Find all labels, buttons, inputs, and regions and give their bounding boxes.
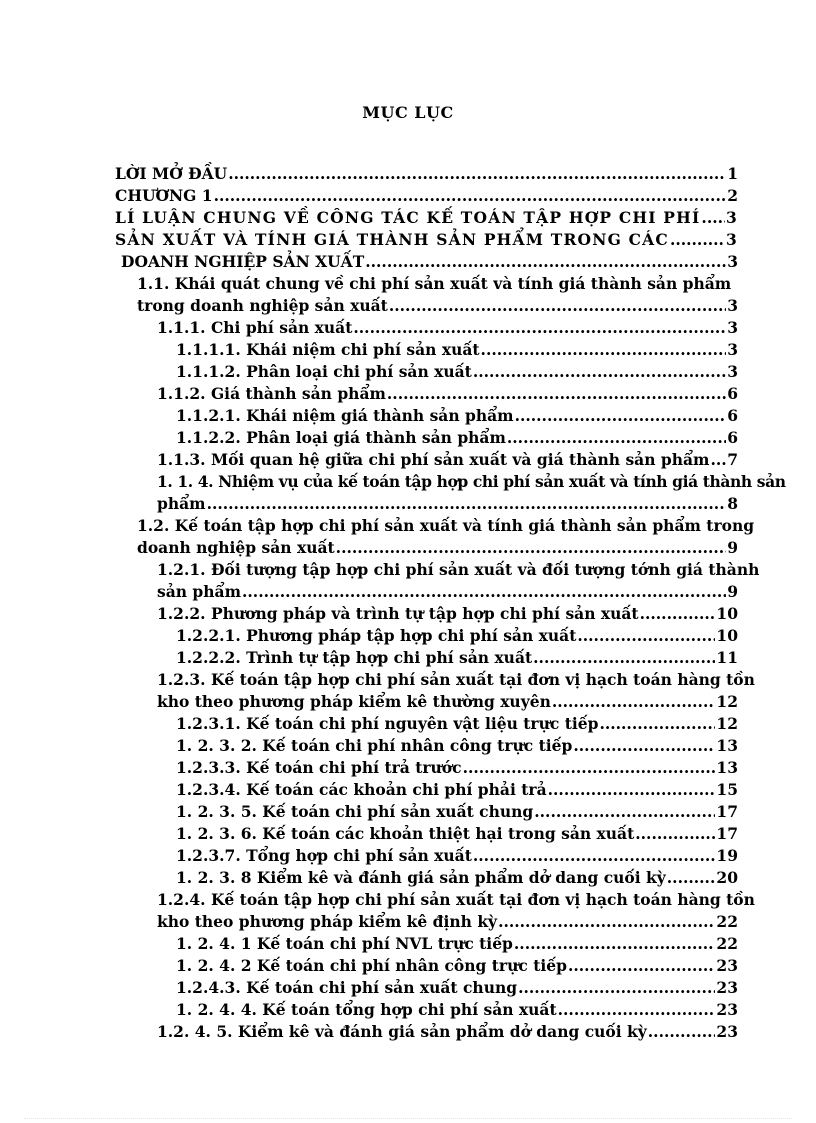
toc-entry[interactable] <box>176 427 738 449</box>
toc-entry-page: 3 <box>727 318 738 337</box>
toc-entry-page: 9 <box>727 538 738 557</box>
toc-entry-text: 1.2.2. Phương pháp và trình tự tập hợp chi phí sản xuất <box>157 604 639 623</box>
toc-entry-page: 23 <box>716 956 738 975</box>
toc-entry[interactable] <box>115 163 738 185</box>
toc-entry[interactable] <box>176 757 738 779</box>
toc-entry-page: 3 <box>727 296 738 315</box>
toc-entry-text: 1. 2. 3. 6. Kế toán các khoản thiệt hại trong sản xuất <box>176 824 635 843</box>
toc-entry-text: 1. 2. 4. 4. Kế toán tổng hợp chi phí sản xuất <box>176 1000 557 1019</box>
toc-entry-text: 1.1.3. Mối quan hệ giữa chi phí sản xuất và giá thành sản phẩm <box>157 450 710 469</box>
toc-entry[interactable] <box>176 933 738 955</box>
toc-entry[interactable] <box>176 361 738 383</box>
toc-entry-page: 3 <box>726 208 738 227</box>
toc-entry-text: 1.1.2.2. Phân loại giá thành sản phẩm <box>176 428 506 447</box>
toc-entry-page: 23 <box>716 1000 738 1019</box>
toc-entry-text: LÍ LUẬN CHUNG VỀ CÔNG TÁC KẾ TOÁN TẬP HỢP CHI PHÍ <box>115 208 701 227</box>
toc-entry-first-line: 1.2.1. Đối tượng tập hợp chi phí sản xuất và đối tượng tớnh giá thành <box>157 560 760 579</box>
toc-entry-page: 2 <box>727 186 738 205</box>
toc-entry-page: 22 <box>716 912 738 931</box>
toc-entry-first-line: 1.2.3. Kế toán tập hợp chi phí sản xuất tại đơn vị hạch toán hàng tồn <box>157 670 755 689</box>
toc-entry-page: 23 <box>716 978 738 997</box>
toc-entry-page: 19 <box>716 846 738 865</box>
toc-entry[interactable] <box>157 449 738 471</box>
toc-entry[interactable] <box>176 779 738 801</box>
toc-entry-text: 1.2.3.1. Kế toán chi phí nguyên vật liệu trực tiếp <box>176 714 599 733</box>
toc-entry[interactable] <box>176 845 738 867</box>
toc-entry[interactable] <box>121 251 738 273</box>
toc-entry-text: 1.1.1. Chi phí sản xuất <box>157 318 353 337</box>
toc-entry[interactable] <box>176 977 738 999</box>
toc-entry[interactable] <box>157 1021 738 1043</box>
toc-entry[interactable] <box>115 207 738 229</box>
toc-entry[interactable] <box>176 647 738 669</box>
toc-entry-text: 1. 2. 3. 8 Kiểm kê và đánh giá sản phẩm dở dang cuối kỳ <box>176 868 666 887</box>
toc-entry-text: sản phẩm <box>157 582 241 601</box>
toc-entry-page: 22 <box>716 934 738 953</box>
toc-entry[interactable] <box>176 405 738 427</box>
toc-entry-page: 20 <box>716 868 738 887</box>
toc-entry-text: 1.2.3.3. Kế toán chi phí trả trước <box>176 758 462 777</box>
toc-entry-page: 17 <box>716 824 738 843</box>
toc-entry-page: 3 <box>727 362 738 381</box>
page-bottom-divider <box>24 1118 792 1119</box>
toc-entry-text: trong doanh nghiệp sản xuất <box>137 296 388 315</box>
toc-entry[interactable] <box>115 185 738 207</box>
toc-entry-text: kho theo phương pháp kiểm kê định kỳ <box>157 912 498 931</box>
toc-entry-text: 1.2. 4. 5. Kiểm kê và đánh giá sản phẩm dở dang cuối kỳ <box>157 1022 647 1041</box>
toc-entry-text: 1.1.1.2. Phân loại chi phí sản xuất <box>176 362 472 381</box>
toc-entry-page: 23 <box>716 1022 738 1041</box>
toc-entry[interactable] <box>176 801 738 823</box>
toc-entry-page: 3 <box>727 340 738 359</box>
toc-entry[interactable] <box>137 537 738 559</box>
toc-entry[interactable] <box>176 999 738 1021</box>
toc-entry-page: 6 <box>727 406 738 425</box>
toc-entry-page: 12 <box>716 714 738 733</box>
toc-entry-text: 1. 2. 3. 2. Kế toán chi phí nhân công trực tiếp <box>176 736 573 755</box>
toc-entry-first-line: 1. 1. 4. Nhiệm vụ của kế toán tập hợp chi phí sản xuất và tính giá thành sản <box>157 472 786 491</box>
toc-entry[interactable] <box>176 339 738 361</box>
page-title: MỤC LỤC <box>362 103 454 122</box>
toc-entry-first-line: 1.2.4. Kế toán tập hợp chi phí sản xuất tại đơn vị hạch toán hàng tồn <box>157 890 755 909</box>
toc-entry-page: 8 <box>727 494 738 513</box>
toc-entry-first-line: 1.1. Khái quát chung về chi phí sản xuất và tính giá thành sản phẩm <box>137 274 732 293</box>
toc-entry-first-line: 1.2. Kế toán tập hợp chi phí sản xuất và tính giá thành sản phẩm trong <box>137 516 755 535</box>
toc-entry[interactable] <box>176 823 738 845</box>
toc-entry-text: 1.2.2.1. Phương pháp tập hợp chi phí sản xuất <box>176 626 577 645</box>
toc-entry-page: 10 <box>716 604 738 623</box>
toc-entry-text: 1. 2. 3. 5. Kế toán chi phí sản xuất chung <box>176 802 534 821</box>
toc-entry[interactable] <box>176 625 738 647</box>
toc-entry-text: 1.2.3.7. Tổng hợp chi phí sản xuất <box>176 846 472 865</box>
toc-entry-text: CHƯƠNG 1 <box>115 186 213 205</box>
toc-entry-page: 17 <box>716 802 738 821</box>
toc-entry-text: doanh nghiệp sản xuất <box>137 538 335 557</box>
toc-entry-page: 9 <box>727 582 738 601</box>
toc-entry-page: 13 <box>716 736 738 755</box>
toc-entry[interactable] <box>176 713 738 735</box>
toc-entry[interactable] <box>176 867 738 889</box>
toc-entry-text: kho theo phương pháp kiểm kê thường xuyên <box>157 692 551 711</box>
toc-entry-text: SẢN XUẤT VÀ TÍNH GIÁ THÀNH SẢN PHẨM TRONG CÁC <box>115 230 669 249</box>
toc-entry[interactable] <box>115 229 738 251</box>
toc-entry[interactable] <box>157 691 738 713</box>
toc-entry-page: 3 <box>727 252 738 271</box>
toc-entry-page: 15 <box>716 780 738 799</box>
toc-entry-text: 1.2.3.4. Kế toán các khoản chi phí phải trả <box>176 780 547 799</box>
toc-entry-page: 6 <box>727 384 738 403</box>
toc-entry-text: 1. 2. 4. 1 Kế toán chi phí NVL trực tiếp <box>176 934 513 953</box>
toc-entry-page: 10 <box>716 626 738 645</box>
toc-entry-page: 13 <box>716 758 738 777</box>
toc-entry[interactable] <box>157 383 738 405</box>
toc-entry-page: 6 <box>727 428 738 447</box>
toc-entry[interactable] <box>137 295 738 317</box>
toc-entry-text: 1. 2. 4. 2 Kế toán chi phí nhân công trực tiếp <box>176 956 567 975</box>
toc-entry-text: 1.2.4.3. Kế toán chi phí sản xuất chung <box>176 978 518 997</box>
toc-entry-text: 1.2.2.2. Trình tự tập hợp chi phí sản xuất <box>176 648 533 667</box>
toc-entry[interactable] <box>157 317 738 339</box>
toc-entry-page: 7 <box>727 450 738 469</box>
toc-entry[interactable] <box>157 581 738 603</box>
toc-entry-text: 1.1.2. Giá thành sản phẩm <box>157 384 386 403</box>
toc-entry[interactable] <box>157 911 738 933</box>
toc-entry-text: LỜI MỞ ĐẦU <box>115 164 228 183</box>
toc-entry-text: DOANH NGHIỆP SẢN XUẤT <box>121 252 365 271</box>
toc-entry-text: 1.1.1.1. Khái niệm chi phí sản xuất <box>176 340 480 359</box>
toc-entry-text: 1.1.2.1. Khái niệm giá thành sản phẩm <box>176 406 514 425</box>
toc-entry-page: 12 <box>716 692 738 711</box>
toc-entry[interactable] <box>176 955 738 977</box>
toc-entry-text: phẩm <box>157 494 206 513</box>
toc-entry-page: 3 <box>726 230 738 249</box>
toc-entry[interactable] <box>157 493 738 515</box>
toc-entry[interactable] <box>176 735 738 757</box>
toc-entry[interactable] <box>157 603 738 625</box>
toc-entry-page: 11 <box>716 648 738 667</box>
toc-entry-page: 1 <box>727 164 738 183</box>
